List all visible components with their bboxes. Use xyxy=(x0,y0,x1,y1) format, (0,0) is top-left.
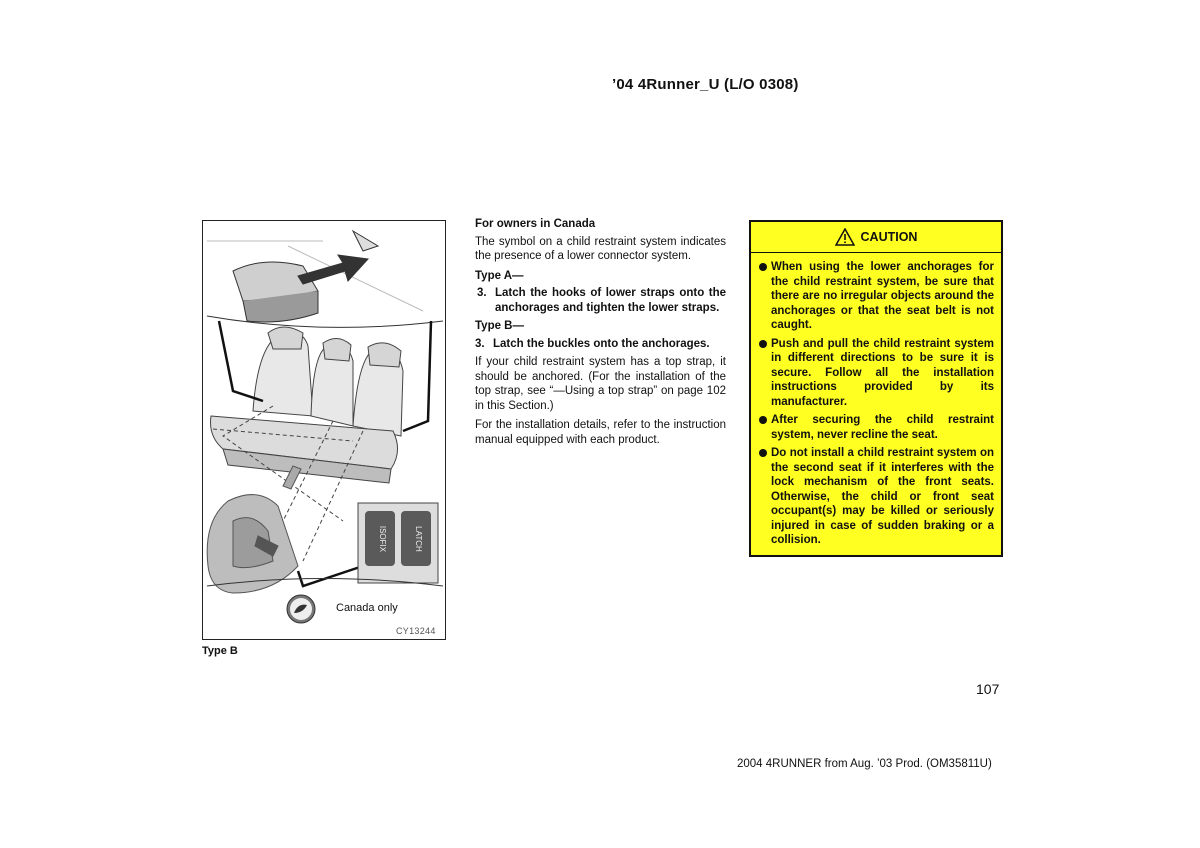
seat-drawing xyxy=(203,221,447,641)
inset-armrest xyxy=(207,231,443,327)
figure-caption: Type B xyxy=(202,645,238,657)
tag-isofix: ISOFIX xyxy=(378,525,387,553)
step-text: Latch the buckles onto the anchorages. xyxy=(493,337,710,350)
bullet-icon xyxy=(759,263,767,271)
caution-item-text: After securing the child restraint system, never recline the seat. xyxy=(771,414,994,441)
type-b-heading: Type B— xyxy=(475,320,524,332)
bullet-icon xyxy=(759,416,767,424)
rear-bench-seat xyxy=(211,327,404,483)
step-text: Latch the hooks of lower straps onto the anchorages and tighten the lower straps. xyxy=(495,287,726,314)
caution-item-text: Do not install a child restraint system on the second seat if it interferes with the lock mechanism of the front seats. Otherwise, the child or front seat occupant(s) may be killed or seriously injured in case of sudden braking or a collision. xyxy=(771,447,994,546)
body-text-column xyxy=(475,217,726,452)
bullet-icon xyxy=(759,449,767,457)
intro-paragraph: The symbol on a child restraint system indicates the presence of a lower connector system. xyxy=(475,235,726,262)
top-strap-paragraph: If your child restraint system has a top strap, it should be anchored. (For the installation of the top strap, see “—Using a top strap” on page 102 in this Section.) xyxy=(475,356,726,412)
child-seat-illustration xyxy=(202,220,446,640)
step-type-b xyxy=(475,337,726,352)
step-number: 3. xyxy=(477,287,487,299)
canada-only-label: Canada only xyxy=(336,602,398,614)
caution-item xyxy=(759,260,994,333)
canada-child-seat-symbol-icon xyxy=(287,595,315,623)
step-number: 3. xyxy=(475,337,485,350)
section-heading: For owners in Canada xyxy=(475,218,596,230)
footer-text: 2004 4RUNNER from Aug. ’03 Prod. (OM35811U) xyxy=(737,758,992,770)
caution-item-text: When using the lower anchorages for the child restraint system, be sure that there are no irregular objects around the anchorages or that the seat belt is not caught. xyxy=(771,261,994,331)
step-type-a xyxy=(475,286,726,315)
caution-header xyxy=(751,222,1001,253)
caution-list xyxy=(751,253,1001,548)
tag-inset xyxy=(358,503,438,583)
caution-item xyxy=(759,413,994,442)
child-seat xyxy=(207,466,301,593)
warning-triangle-icon xyxy=(835,228,855,246)
figure-code: CY13244 xyxy=(396,626,436,636)
tag-latch: LATCH xyxy=(414,526,423,552)
caution-item xyxy=(759,337,994,410)
caution-item-text: Push and pull the child restraint system in different directions to be sure it is secure. Follow all the installation instructions provided by its manufacturer. xyxy=(771,337,994,408)
details-paragraph: For the installation details, refer to the instruction manual equipped with each product. xyxy=(475,419,726,446)
page-header-title: ’04 4Runner_U (L/O 0308) xyxy=(612,76,799,93)
caution-box xyxy=(749,220,1003,557)
bullet-icon xyxy=(759,340,767,348)
caution-title: CAUTION xyxy=(860,230,918,244)
page-number: 107 xyxy=(976,681,1000,697)
caution-item xyxy=(759,446,994,548)
type-a-heading: Type A— xyxy=(475,269,524,282)
